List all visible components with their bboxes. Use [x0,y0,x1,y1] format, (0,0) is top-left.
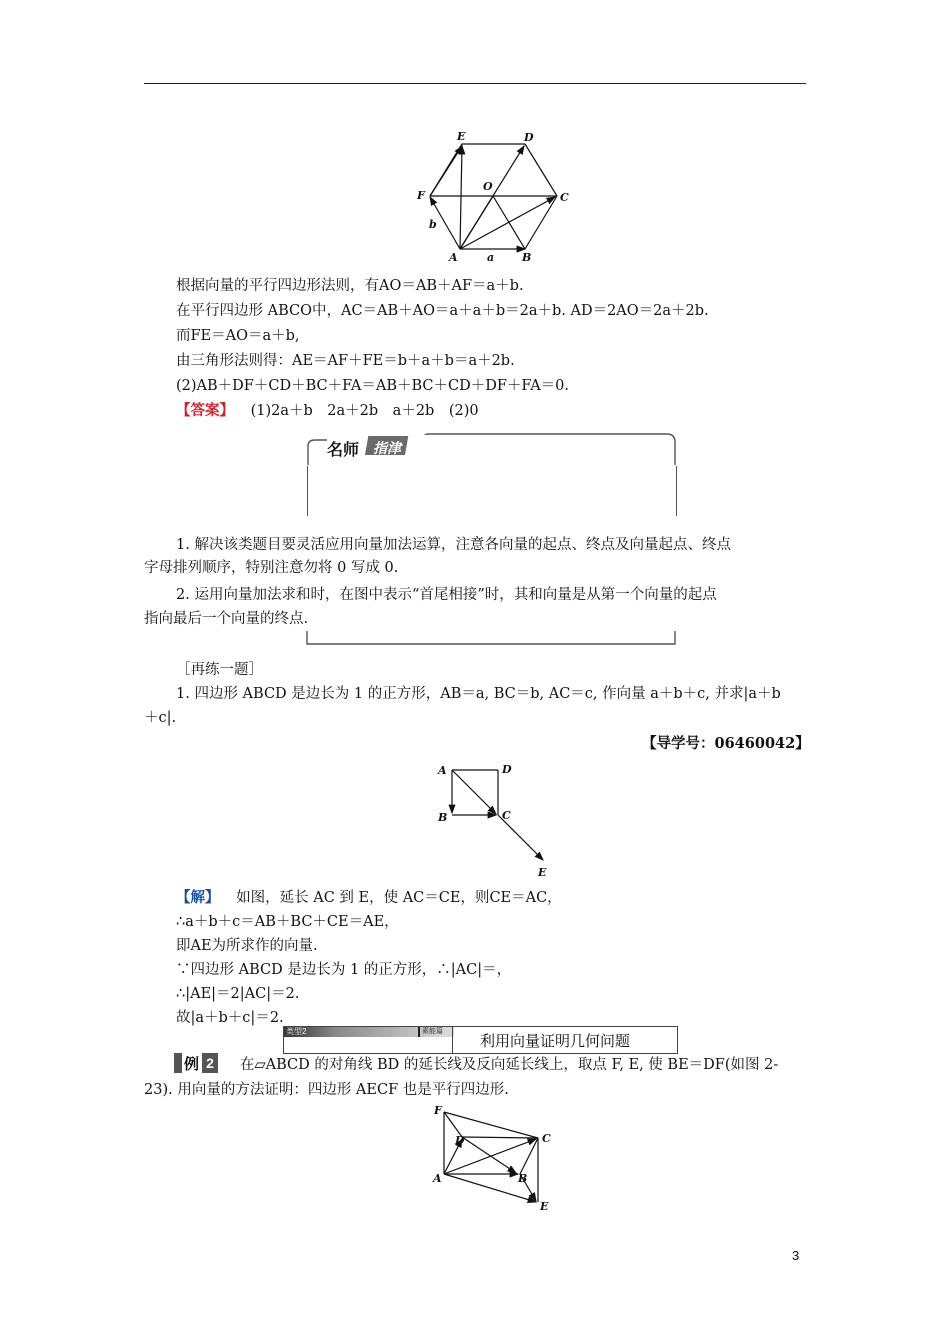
label-F: F [434,1104,442,1117]
answer-line [176,401,479,421]
answer-text: (1)2a＋b 2a＋2b a＋2b (2)0 [250,403,479,419]
solution-tag: 【解】 [176,889,220,906]
label-D: D [524,131,534,144]
label-E: E [457,130,466,143]
text-line: 故|a＋b＋c|＝2. [176,1010,284,1026]
hexagon-figure [405,124,585,264]
example-badge-mark [174,1053,182,1073]
label-B: B [438,811,448,824]
parallelogram-figure [428,1102,558,1214]
text-line: 23). 用向量的方法证明：四边形 AECF 也是平行四边形. [144,1082,509,1098]
label-B: B [518,1172,528,1185]
text-line: ＋c|. [144,710,177,726]
text-line: 由三角形法则得：AE＝AF＋FE＝b＋a＋b＝a＋2b. [176,353,515,369]
label-A: A [438,764,447,777]
teacher-box-empty [307,466,677,516]
label-C: C [502,809,511,822]
label-D: D [455,1134,465,1147]
text-line: 2. 运用向量加法求和时，在图中表示“首尾相接”时，其和向量是从第一个向量的起点 [176,587,717,603]
type-label: 类型2 [286,1027,307,1036]
page-number: 3 [792,1248,800,1263]
label-B: B [522,251,532,264]
label-O: O [483,180,493,193]
text-line: 1. 解决该类题目要灵活应用向量加法运算，注意各向量的起点、终点及向量起点、终点 [176,537,731,553]
text-line: 即AE为所求作的向量. [176,938,318,954]
label-C: C [560,191,569,204]
label-b: b [429,218,437,231]
teacher-title-b: 指津 [373,441,401,457]
text-line: 在▱ABCD 的对角线 BD 的延长线及反向延长线上，取点 F, E, 使 BE＝DF(如图 2- [240,1057,779,1073]
text-line: 而FE＝AO＝a＋b, [176,328,300,344]
label-E: E [538,866,547,878]
label-C: C [542,1132,551,1145]
guide-number: 【导学号：06460042】 [642,735,810,752]
text-line: ∴|AE|＝2|AC|＝2. [176,986,300,1002]
text-line: (2)AB＋DF＋CD＋BC＋FA＝AB＋BC＋CD＋DF＋FA＝0. [176,378,570,394]
teacher-box-header [307,432,677,466]
answer-tag: 【答案】 [176,402,234,419]
solution-line [176,888,562,908]
teacher-box-footer [305,630,680,650]
practice-heading: ［再练一题］ [176,662,263,678]
label-D: D [502,763,512,776]
example-num: 2 [202,1053,218,1073]
text-line: 指向最后一个向量的终点. [144,611,309,627]
teacher-title-a: 名师 [327,442,360,459]
text-line: 根据向量的平行四边形法则，有AO＝AB＋AF＝a＋b. [176,278,524,294]
small-label: 素能篇 [422,1027,443,1035]
solution-text: 如图，延长 AC 到 E，使 AC＝CE，则CE＝AC， [236,890,562,906]
text-line: 字母排列顺序，特别注意勿将 0 写成 0. [144,560,399,576]
text-line: ∴a＋b＋c＝AB＋BC＋CE＝AE， [176,914,399,930]
banner-separator [452,1027,453,1053]
banner-divider [418,1027,420,1037]
label-E: E [540,1200,549,1213]
label-a: a [487,251,495,264]
square-figure [430,758,560,878]
text-line: 在平行四边形 ABCO中，AC＝AB＋AO＝a＋a＋b＝2a＋b. AD＝2AO＝2a＋2b. [176,303,709,319]
label-A: A [433,1172,442,1185]
type-title: 利用向量证明几何问题 [480,1032,631,1050]
header-rule [144,83,806,84]
label-F: F [417,189,425,202]
type-banner [283,1026,678,1054]
text-line: ∵四边形 ABCD 是边长为 1 的正方形，∴|AC|＝， [176,962,512,978]
label-A: A [449,251,458,264]
text-line: 1. 四边形 ABCD 是边长为 1 的正方形，AB＝a, BC＝b, AC＝c, 作向量 a＋b＋c, 并求|a＋b [176,686,781,702]
example-tag: 例 [184,1056,200,1073]
